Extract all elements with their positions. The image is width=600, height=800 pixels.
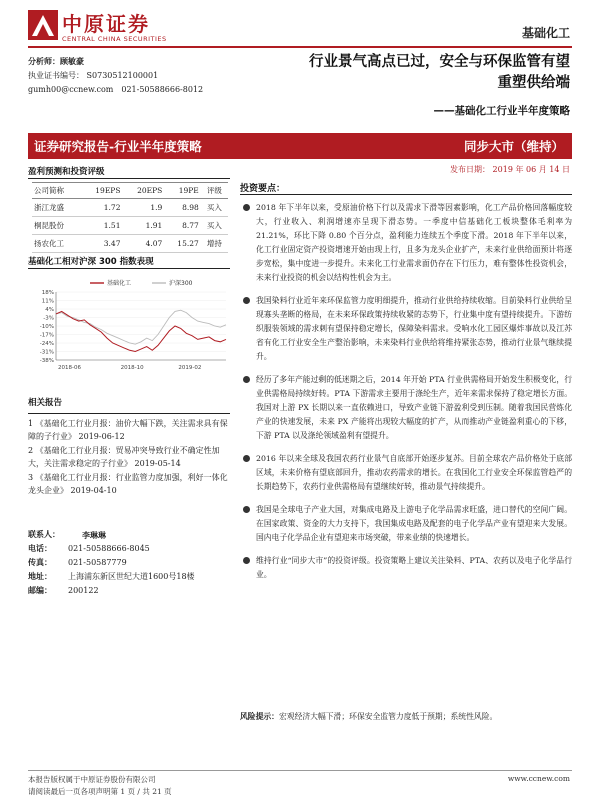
zip-label: 邮编： — [28, 586, 52, 595]
fax-label: 传真： — [28, 558, 52, 567]
table-row — [32, 235, 228, 253]
eps-section-divider — [28, 178, 230, 179]
logo-name-cn: 中原证券 — [62, 12, 150, 36]
table-cell: 买入 — [201, 217, 228, 235]
eps-section-title: 盈利预测和投资评级 — [28, 167, 105, 177]
table-row — [32, 217, 228, 235]
eps-header-cell: 19EPS — [81, 183, 123, 199]
related-reports — [28, 397, 233, 498]
header-divider — [28, 46, 572, 48]
key-point — [240, 503, 572, 545]
contact-row — [28, 584, 238, 598]
contact-row — [28, 542, 238, 556]
related-report-item: 1 《基础化工行业月报：油价大幅下跌，关注需求具有保障的子行业》 2019-06-12 — [28, 418, 228, 441]
table-cell: 桐昆股份 — [32, 217, 81, 235]
relative-performance-chart — [30, 276, 230, 376]
bullet-icon — [243, 506, 250, 513]
table-cell: 1.51 — [81, 217, 123, 235]
zip-value: 200122 — [68, 586, 99, 595]
contact-person: 李琳琳 — [82, 530, 106, 540]
footer-url: www.ccnew.com — [507, 774, 570, 783]
table-cell: 买入 — [201, 199, 228, 217]
key-points-divider — [240, 194, 572, 195]
chart-ytick-label: 4% — [45, 307, 54, 313]
bullet-icon — [243, 455, 250, 462]
table-cell: 1.9 — [122, 199, 164, 217]
eps-table — [32, 182, 228, 253]
logo-mark-icon — [28, 10, 58, 40]
table-cell: 浙江龙盛 — [32, 199, 81, 217]
contact-person-label: 联系人： — [28, 530, 60, 539]
publish-date: 发布日期： 2019 年 06 月 14 日 — [450, 165, 570, 174]
table-cell: 1.91 — [122, 217, 164, 235]
chart-xtick-label: 2018-10 — [120, 365, 144, 371]
key-point-text: 我国染料行业近年来环保监管力度明细提升，推动行业供给持续收缩。目前染料行业供给呈现寡头垄断的格局，在未来环保政策持续收紧的态势下，行业集中度有望持续提升。下游纺织服装领域的需求刺有望保持稳定增长，保障染料需求。受响水化工园区爆炸事故以及江苏省有化工行业安全生产整治影响，未来染料行业供给将维持紧张态势，推动行业景气继续提升。 — [256, 296, 572, 361]
related-title: 相关报告 — [28, 398, 63, 408]
report-title-line1: 行业景气高点已过，安全与环保监管有望 — [309, 54, 570, 70]
logo-name-en: CENTRAL CHINA SECURITIES — [62, 35, 167, 43]
fax-value: 021-50587779 — [68, 558, 127, 567]
key-point-text: 2018 年下半年以来，受原油价格下行以及需求下滑等因素影响，化工产品价格回落幅度较大，行业收入、利润增速亦呈现下滑态势。一季度中信基础化工板块整体毛利率为 21.21%，环比下降 0.80 个百分点，盈利能力连续五个季度下滑。2018 年下半年以来，化工行业固定资产投资增速开始由现上行，且多为龙头企业扩产，未来行业供给面预计将逐步宽松，集中度进一步提升。未来化工行业需求面仍存在下行压力，难有整体性投资机会，未来行业投资的机会以结构性机会为主。 — [256, 203, 572, 282]
analyst-label: 分析师： — [28, 57, 60, 66]
related-report-item: 2 《基础化工行业月报：贸易冲突导致行业不确定性加大，关注需求稳定的子行业》 2019-05-14 — [28, 445, 220, 468]
report-title — [240, 52, 570, 94]
table-cell: 3.47 — [81, 235, 123, 253]
related-divider — [28, 413, 230, 414]
company-logo — [28, 8, 188, 48]
eps-header-cell: 20EPS — [122, 183, 164, 199]
report-type: 证券研究报告-行业半年度策略 — [34, 139, 202, 154]
eps-header-cell: 19PE — [164, 183, 200, 199]
eps-header-cell: 公司简称 — [32, 183, 81, 199]
footer-left — [28, 774, 172, 798]
risk-warning — [240, 710, 572, 724]
copyright-text: 本报告版权属于中原证券股份有限公司 — [28, 775, 156, 784]
chart-xtick-label: 2018-06 — [58, 365, 81, 371]
analyst-license: 执业证书编号： S0730512100001 — [28, 71, 159, 80]
table-row — [32, 199, 228, 217]
key-point-text: 2016 年以来全球及我国农药行业景气自底部开始逐步复苏。目前全球农产品价格处于底部区域，未来价格有望底部回升，推动农药需求的增长。在我国化工行业安全环保监管趋严的长期趋势下，农药行业供需格局有望继续好转，推动景气持续提升。 — [256, 454, 572, 491]
header-section-label: 基础化工 — [521, 26, 570, 40]
analyst-name: 顾敏豪 — [60, 57, 84, 66]
eps-header-cell: 评级 — [201, 183, 228, 199]
chart-ytick-label: 11% — [41, 298, 54, 305]
contact-info — [28, 528, 238, 598]
chart-ytick-label: 18% — [41, 290, 54, 296]
chart-xtick-label: 2019-02 — [178, 365, 202, 371]
table-cell: 增持 — [201, 235, 228, 253]
table-cell: 1.72 — [81, 199, 123, 217]
bullet-icon — [243, 297, 250, 304]
contact-row — [28, 556, 238, 570]
page-number-text: 请阅读最后一页各项声明第 1 页 / 共 21 页 — [28, 787, 172, 796]
report-subtitle: ——基础化工行业半年度策略 — [433, 105, 570, 117]
table-cell: 8.77 — [164, 217, 200, 235]
chart-ytick-label: -24% — [39, 341, 54, 347]
bullet-icon — [243, 557, 250, 564]
address-label: 地址： — [28, 572, 52, 581]
industry-rating: 同步大市（维持） — [463, 139, 564, 154]
chart-ytick-label: -38% — [39, 358, 54, 364]
key-points-title: 投资要点： — [240, 184, 286, 194]
chart-legend-label: 沪深300 — [169, 280, 193, 287]
key-point — [240, 373, 572, 443]
key-point-text: 我国是全球电子产业大国，对集成电路及上游电子化学品需求旺盛，进口替代的空间广阔。在国家政策、资金的大力支持下，我国集成电路及配套的电子化学品产业有望迎来大发展。国内电子化学品企业有望迎来市场突破，带来业绩的快速增长。 — [256, 505, 572, 542]
key-point — [240, 554, 572, 582]
table-cell: 8.98 — [164, 199, 200, 217]
chart-legend-label: 基础化工 — [107, 280, 132, 287]
chart-ytick-label: -31% — [39, 349, 54, 356]
tel-label: 电话： — [28, 544, 52, 553]
chart-ytick-label: -10% — [39, 324, 54, 330]
risk-text: 宏观经济大幅下滑；环保安全监管力度低于预期；系统性风险。 — [278, 712, 498, 721]
key-point — [240, 201, 572, 285]
table-cell: 15.27 — [164, 235, 200, 253]
contact-row — [28, 528, 238, 542]
key-points-list — [240, 201, 572, 591]
risk-label: 风险提示： — [240, 712, 279, 721]
bullet-icon — [243, 204, 250, 211]
footer-divider — [28, 770, 572, 771]
key-point-text: 经历了多年产能过剩的低迷期之后，2014 年开始 PTA 行业供需格局开始发生积极变化，行业供需格局持续好转。PTA 下游需求主要用于涤纶生产，近年来需求保持了稳定增长方面。我国对上游 PX 长期以来一直依赖进口，导致产业链下游盈利受到压制。随着我国民营炼化产业的快速发展，未来 PX 产能将出现较大幅度的扩产，从而推动产业链盈利重心的下移，下游 PTA 以及涤纶领域盈利有望提升。 — [256, 375, 572, 440]
key-point-text: 维持行业“同步大市”的投资评级。投资策略上建议关注染料、PTA、农药以及电子化学品行业。 — [256, 556, 572, 579]
key-point — [240, 294, 572, 364]
contact-row — [28, 570, 238, 584]
analyst-info — [28, 55, 238, 97]
eps-table-header — [32, 183, 228, 199]
chart-section-divider — [28, 268, 230, 269]
table-cell: 4.07 — [122, 235, 164, 253]
report-banner — [28, 133, 572, 159]
tel-value: 021-50588666-8045 — [68, 544, 150, 553]
report-title-line2: 重塑供给端 — [497, 75, 570, 91]
key-point — [240, 452, 572, 494]
bullet-icon — [243, 376, 250, 383]
chart-ytick-label: -17% — [39, 332, 54, 339]
related-report-item: 3 《基础化工行业月报：行业监管力度加强，利好一体化龙头企业》 2019-04-10 — [28, 472, 228, 495]
chart-section-title: 基础化工相对沪深 300 指数表现 — [28, 257, 154, 267]
analyst-contact: gumh00@ccnew.com 021-50588666-8012 — [28, 85, 204, 94]
chart-ytick-label: -3% — [43, 315, 54, 322]
address-value: 上海浦东新区世纪大道1600号18楼 — [68, 572, 195, 581]
table-cell: 扬农化工 — [32, 235, 81, 253]
